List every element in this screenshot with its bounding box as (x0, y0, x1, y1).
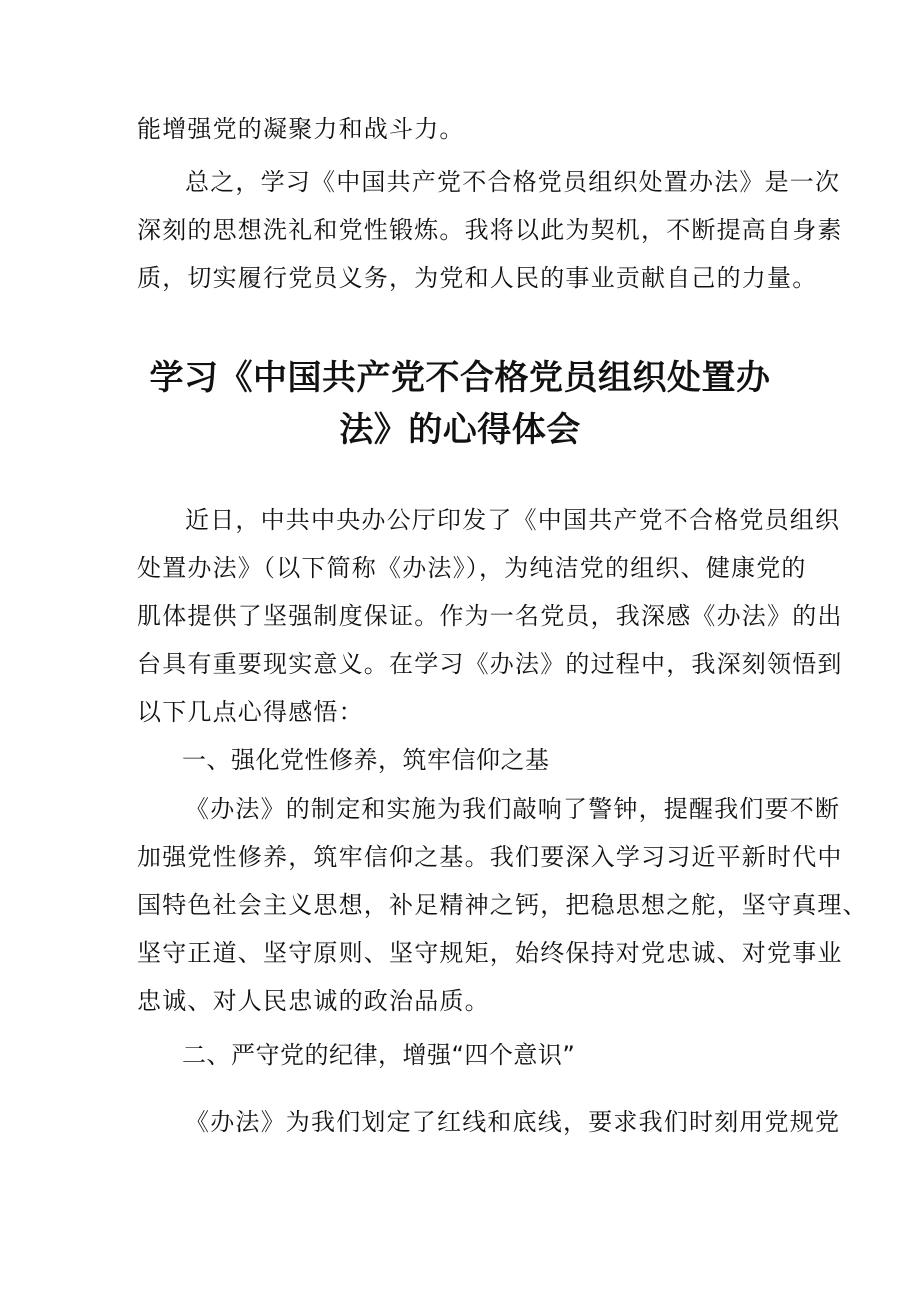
body-line: 台具有重要现实意义。在学习《办法》的过程中，我深刻领悟到 (137, 650, 843, 678)
document-title-line-1: 学习《中国共产党不合格党员组织处置办 (149, 358, 771, 398)
section-line: 忠诚、对人民忠诚的政治品质。 (137, 987, 490, 1015)
section-heading: 一、强化党性修养，筑牢信仰之基 (182, 746, 550, 774)
body-line: 以下几点心得感悟： (137, 698, 364, 726)
section-line: 坚守正道、坚守原则、坚守规矩，始终保持对党忠诚、对党事业 (137, 939, 843, 967)
body-line: 肌体提供了坚强制度保证。作为一名党员，我深感《办法》的出 (137, 602, 843, 630)
section-line: 国特色社会主义思想，补足精神之钙，把稳思想之舵，坚守真理、 (137, 891, 868, 919)
section-heading: 二、严守党的纪律，增强“四个意识” (182, 1041, 576, 1069)
intro-line: 能增强党的凝聚力和战斗力。 (137, 115, 465, 143)
document-title-line-2: 法》的心得体会 (339, 410, 581, 450)
section-line: 加强党性修养，筑牢信仰之基。我们要深入学习习近平新时代中 (137, 843, 843, 871)
intro-line: 深刻的思想洗礼和党性锻炼。我将以此为契机，不断提高自身素 (137, 216, 843, 244)
intro-line: 总之，学习《中国共产党不合格党员组织处置办法》是一次 (185, 168, 841, 196)
body-line: 近日，中共中央办公厅印发了《中国共产党不合格党员组织 (185, 506, 841, 534)
section-line: 《办法》的制定和实施为我们敲响了警钟，提醒我们要不断 (185, 795, 841, 823)
intro-line: 质，切实履行党员义务，为党和人民的事业贡献自己的力量。 (137, 264, 818, 292)
body-line: 处置办法》（以下简称《办法》），为纯洁党的组织、健康党的 (137, 554, 807, 582)
section-line: 《办法》为我们划定了红线和底线，要求我们时刻用党规党 (185, 1108, 841, 1136)
